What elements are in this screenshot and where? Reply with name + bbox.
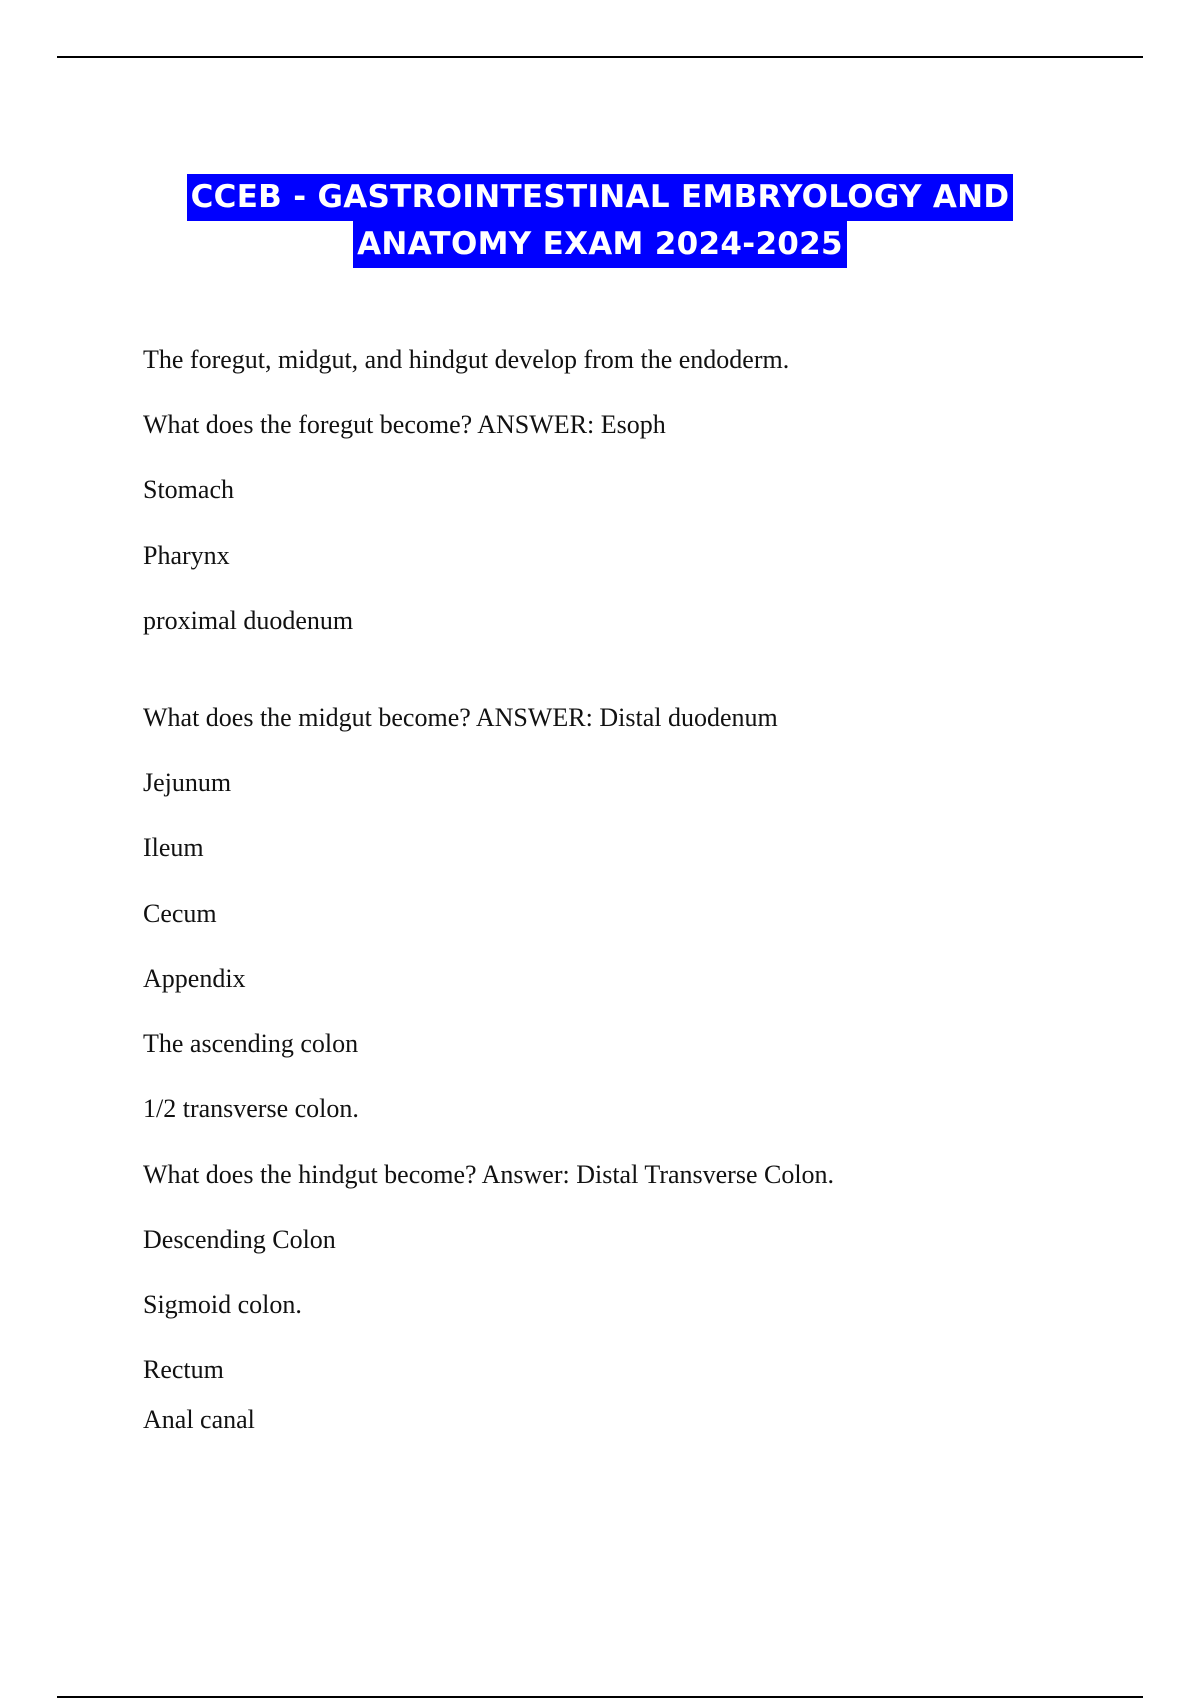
title-line-2: ANATOMY EXAM 2024-2025 xyxy=(353,221,847,268)
body-line-ascending-colon: The ascending colon xyxy=(143,1029,359,1058)
top-rule xyxy=(57,56,1143,58)
body-line-ileum: Ileum xyxy=(143,833,204,862)
body-line-intro: The foregut, midgut, and hindgut develop from the endoderm. xyxy=(143,345,790,374)
body-line-jejunum: Jejunum xyxy=(143,768,232,797)
body-line-descending-colon: Descending Colon xyxy=(143,1225,336,1254)
body-line-half-transverse-colon: 1/2 transverse colon. xyxy=(143,1094,359,1123)
title-line-1: CCEB - GASTROINTESTINAL EMBRYOLOGY AND xyxy=(187,174,1014,221)
body-line-cecum: Cecum xyxy=(143,899,217,928)
body-line-appendix: Appendix xyxy=(143,964,246,993)
body-line-midgut-question: What does the midgut become? ANSWER: Distal duodenum xyxy=(143,703,778,732)
body-line-hindgut-question: What does the hindgut become? Answer: Distal Transverse Colon. xyxy=(143,1160,835,1189)
bottom-rule xyxy=(57,1696,1143,1698)
body-line-rectum: Rectum xyxy=(143,1355,224,1384)
document-title xyxy=(0,174,1200,268)
body-line-sigmoid-colon: Sigmoid colon. xyxy=(143,1290,302,1319)
body-line-anal-canal: Anal canal xyxy=(143,1405,255,1434)
body-line-stomach: Stomach xyxy=(143,475,234,504)
body-line-foregut-question: What does the foregut become? ANSWER: Esoph xyxy=(143,410,666,439)
body-line-pharynx: Pharynx xyxy=(143,541,230,570)
body-line-proximal-duodenum: proximal duodenum xyxy=(143,606,354,635)
